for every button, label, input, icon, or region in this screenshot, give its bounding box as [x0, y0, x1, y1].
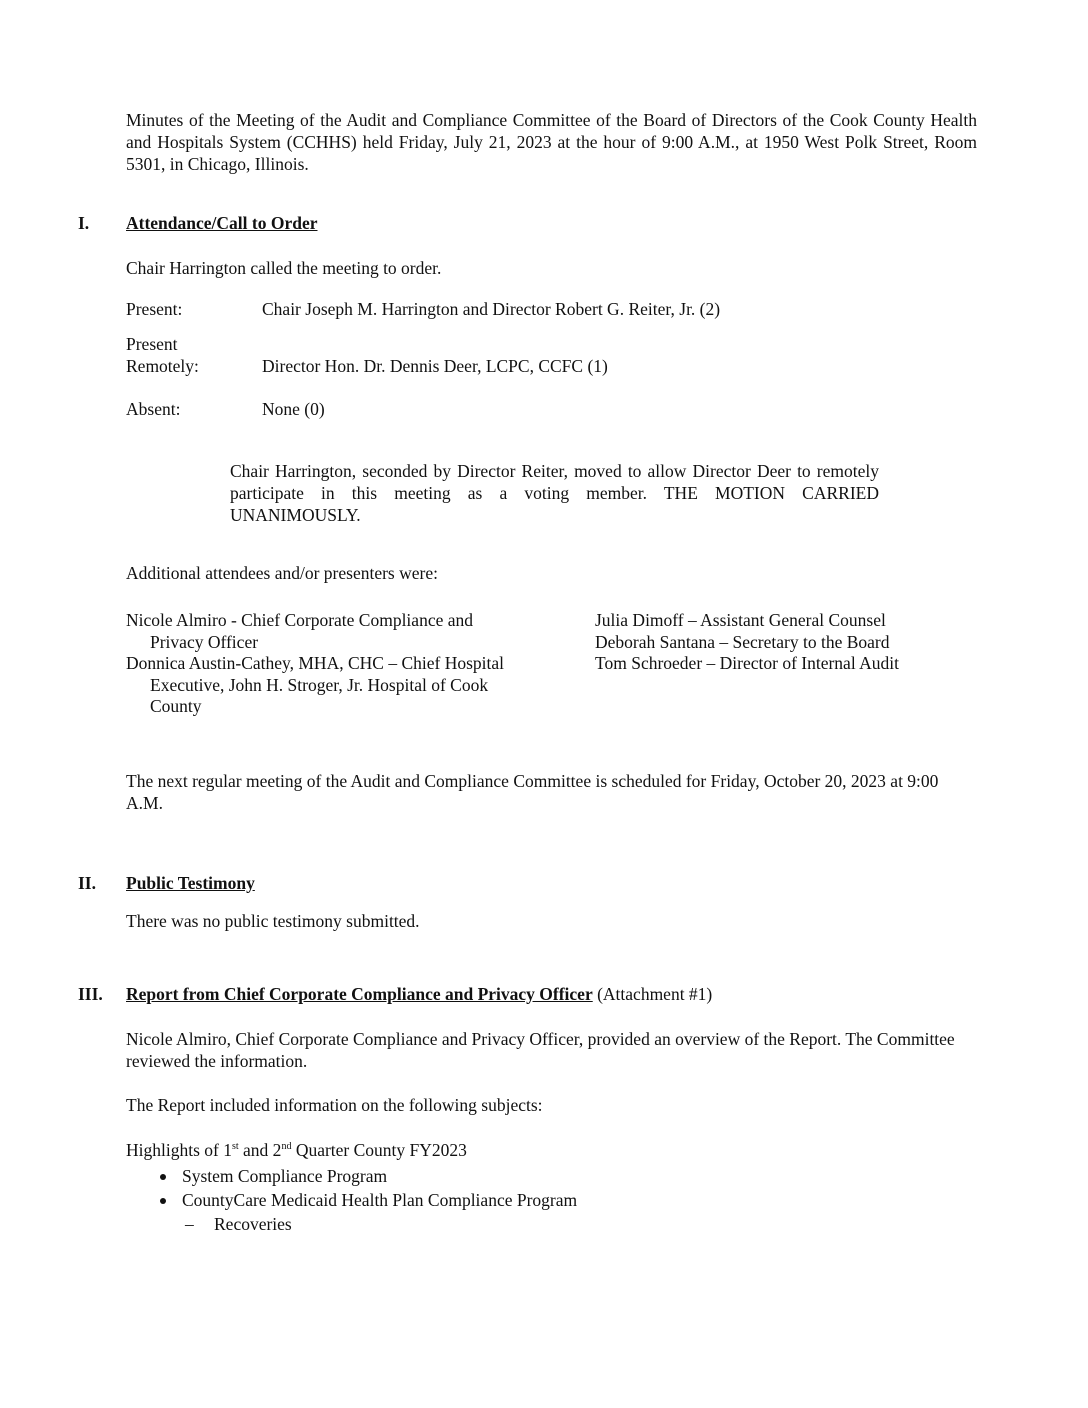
list-item-text: System Compliance Program — [182, 1166, 388, 1186]
attendees-right-column — [595, 610, 955, 675]
section-1-title: Attendance/Call to Order — [126, 213, 318, 233]
attendees-left-column — [126, 610, 526, 718]
present-remotely-label-line1: Present — [126, 334, 178, 354]
highlights-text: Highlights of 1 — [126, 1140, 232, 1160]
intro-paragraph: Minutes of the Meeting of the Audit and Compliance Committee of the Board of Directors of the Cook County Health and Hospitals System (CCHHS) held Friday, July 21, 2023 at the hour of 9:00 A.M., at 1950 West Polk Street, Room 5301, in Chicago, Illinois. — [126, 110, 977, 174]
absent-label: Absent: — [126, 399, 181, 419]
attendee-entry: Donnica Austin-Cathey, MHA, CHC – Chief Hospital Executive, John H. Stroger, Jr. Hospital of Cook County — [126, 653, 505, 716]
list-item — [126, 1188, 726, 1212]
report-overview-paragraph: Nicole Almiro, Chief Corporate Compliance and Privacy Officer, provided an overview of the Report. The Committee reviewed the information. — [126, 1029, 955, 1071]
attendee-entry: Tom Schroeder – Director of Internal Audit — [595, 653, 899, 673]
section-3-title: Report from Chief Corporate Compliance and Privacy Officer — [126, 984, 593, 1004]
motion-paragraph: Chair Harrington, seconded by Director Reiter, moved to allow Director Deer to remotely participate in this meeting as a voting member. THE MOTION CARRIED UNANIMOUSLY. — [230, 461, 879, 525]
additional-attendees-intro: Additional attendees and/or presenters were: — [126, 563, 438, 583]
section-2-number: II. — [78, 873, 96, 893]
report-subjects-intro: The Report included information on the following subjects: — [126, 1095, 543, 1115]
section-3-number: III. — [78, 984, 103, 1004]
subjects-list — [126, 1164, 726, 1236]
section-1-number: I. — [78, 213, 90, 233]
sub-list-item-text: Recoveries — [214, 1214, 292, 1234]
present-remotely-label-line2: Remotely: — [126, 356, 199, 376]
dash-bullet-icon: – — [185, 1214, 194, 1234]
public-testimony-text: There was no public testimony submitted. — [126, 911, 420, 931]
ordinal-suffix: nd — [281, 1141, 292, 1153]
attachment-reference: (Attachment #1) — [592, 984, 713, 1004]
list-item — [126, 1164, 726, 1188]
present-value: Chair Joseph M. Harrington and Director Robert G. Reiter, Jr. (2) — [262, 299, 721, 319]
sub-list-item — [126, 1212, 726, 1236]
bullet-icon — [160, 1174, 166, 1180]
next-meeting-paragraph: The next regular meeting of the Audit and Compliance Committee is scheduled for Friday, October 20, 2023 at 9:00 A.M. — [126, 771, 939, 813]
ordinal-suffix: st — [231, 1141, 239, 1153]
list-item-text: CountyCare Medicaid Health Plan Compliance Program — [182, 1190, 578, 1210]
attendee-entry: Julia Dimoff – Assistant General Counsel — [595, 610, 886, 630]
attendee-entry: Deborah Santana – Secretary to the Board — [595, 631, 890, 652]
present-label: Present: — [126, 299, 183, 319]
call-to-order-text: Chair Harrington called the meeting to order. — [126, 258, 442, 278]
present-remotely-value: Director Hon. Dr. Dennis Deer, LCPC, CCFC (1) — [262, 356, 608, 376]
highlights-text: and 2 — [238, 1140, 282, 1160]
highlights-text: Quarter County FY2023 — [291, 1140, 467, 1160]
section-2-title: Public Testimony — [126, 873, 255, 893]
absent-value: None (0) — [262, 399, 325, 419]
highlights-heading — [126, 1140, 467, 1161]
attendee-entry: Nicole Almiro - Chief Corporate Compliance and Privacy Officer — [126, 610, 473, 652]
bullet-icon — [160, 1198, 166, 1204]
section-3-heading — [126, 984, 712, 1005]
